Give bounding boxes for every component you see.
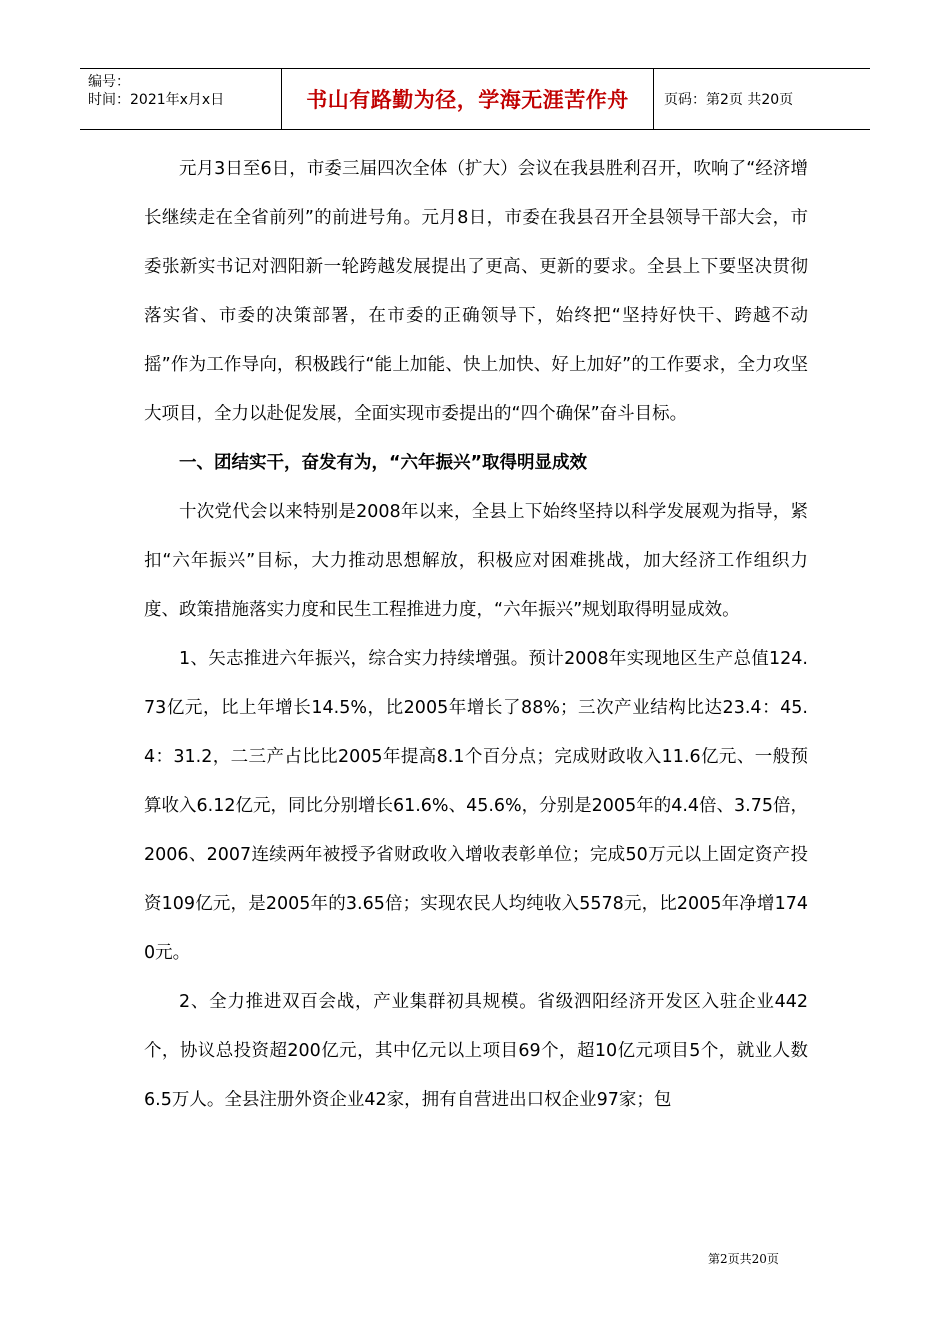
section-heading: 一、团结实干，奋发有为，“六年振兴”取得明显成效 bbox=[179, 453, 588, 473]
document-number-label: 编号： bbox=[88, 74, 130, 90]
document-body bbox=[144, 145, 808, 1125]
body-paragraph: 2、全力推进双百会战，产业集群初具规模。省级泗阳经济开发区入驻企业442个，协议总投资超200亿元，其中亿元以上项目69个，超10亿元项目5个，就业人数6.5万人。全县注册外资企业42家，拥有自营进出口权企业97家；包 bbox=[144, 992, 808, 1110]
body-paragraph: 1、矢志推进六年振兴，综合实力持续增强。预计2008年实现地区生产总值124.73亿元，比上年增长14.5%，比2005年增长了88%；三次产业结构比达23.4：45.4：31.2，二三产占比比2005年提高8.1个百分点；完成财政收入11.6亿元、一般预算收入6.12亿元，同比分别增长61.6%、45.6%，分别是2005年的4.4倍、3.75倍，2006、2007连续两年被授予省财政收入增收表彰单位；完成50万元以上固定资产投资109亿元，是2005年的3.65倍；实现农民人均纯收入5578元，比2005年净增1740元。 bbox=[144, 649, 808, 963]
document-time-label: 时间：2021年x月x日 bbox=[88, 92, 225, 108]
body-paragraph: 元月3日至6日，市委三届四次全体（扩大）会议在我县胜利召开，吹响了“经济增长继续走在全省前列”的前进号角。元月8日，市委在我县召开全县领导干部大会，市委张新实书记对泗阳新一轮跨越发展提出了更高、更新的要求。全县上下要坚决贯彻落实省、市委的决策部署，在市委的正确领导下，始终把“坚持好快干、跨越不动摇”作为工作导向，积极践行“能上加能、快上加快、好上加好”的工作要求，全力攻坚大项目，全力以赴促发展，全面实现市委提出的“四个确保”奋斗目标。 bbox=[144, 159, 808, 424]
header-motto-cell bbox=[282, 69, 654, 129]
header-meta bbox=[80, 69, 282, 129]
header-motto: 书山有路勤为径，学海无涯苦作舟 bbox=[306, 87, 629, 112]
body-paragraph: 十次党代会以来特别是2008年以来，全县上下始终坚持以科学发展观为指导，紧扣“六年振兴”目标，大力推动思想解放，积极应对困难挑战，加大经济工作组织力度、政策措施落实力度和民生工程推进力度，“六年振兴”规划取得明显成效。 bbox=[144, 502, 808, 620]
page-footer: 第2页共20页 bbox=[708, 1252, 779, 1266]
header-page-cell bbox=[654, 69, 870, 129]
header-page-number: 页码：第2页 共20页 bbox=[664, 92, 794, 108]
page-header bbox=[80, 68, 870, 130]
